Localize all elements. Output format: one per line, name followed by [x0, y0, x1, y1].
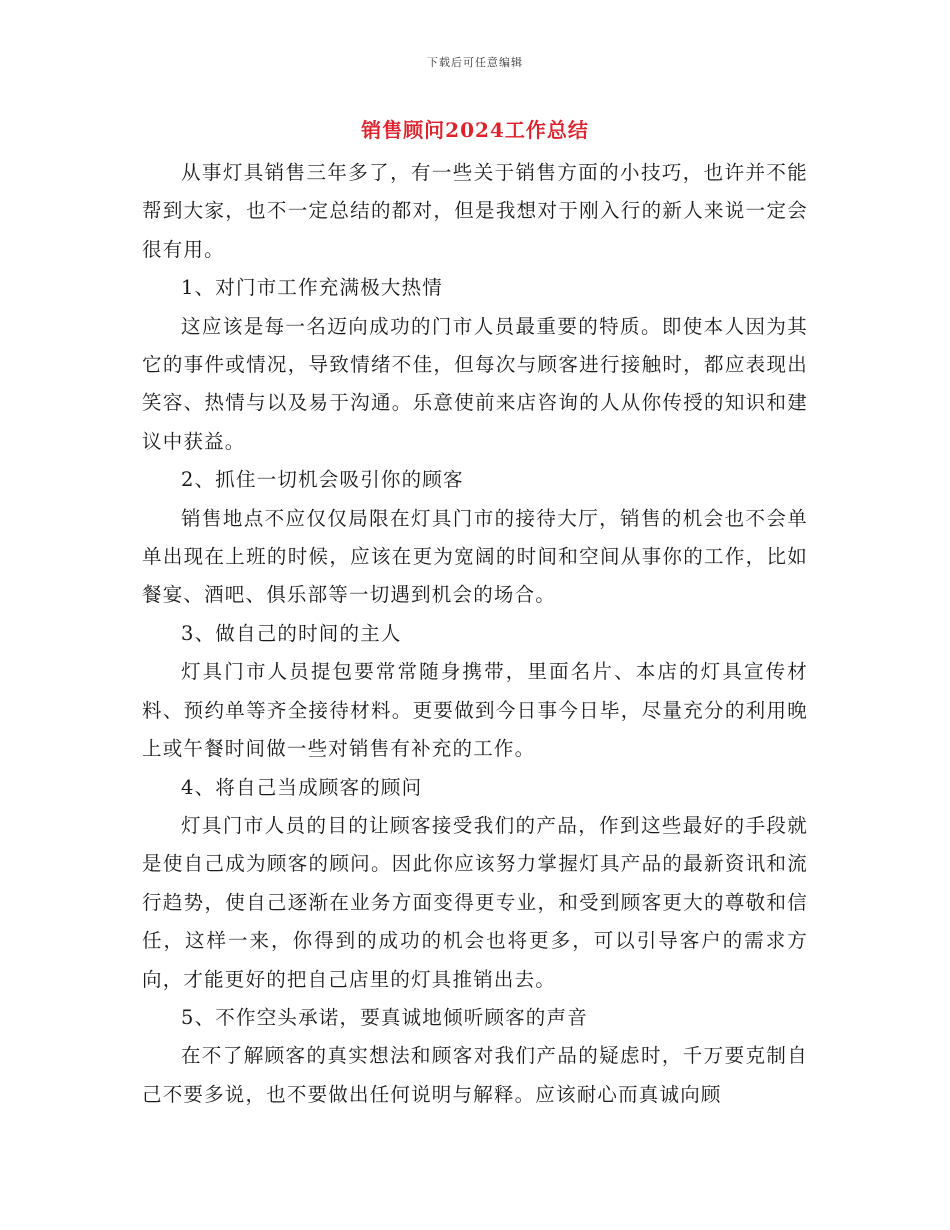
section-heading-4: 4、将自己当成顾客的顾问 — [181, 775, 423, 799]
section-body-5: 在不了解顾客的真实想法和顾客对我们产品的疑虑时，千万要克制自己不要多说，也不要做出任何说明与解释。应该耐心而真诚向顾 — [142, 1044, 808, 1106]
document-body — [142, 154, 808, 1114]
section-body-4: 灯具门市人员的目的让顾客接受我们的产品，作到这些最好的手段就是使自己成为顾客的顾问。因此你应该努力掌握灯具产品的最新资讯和流行趋势，使自己逐渐在业务方面变得更专业，和受到顾客更大的尊敬和信任，这样一来，你得到的成功的机会也将更多，可以引导客户的需求方向，才能更好的把自己店里的灯具推销出去。 — [142, 813, 808, 991]
section-body-3: 灯具门市人员提包要常常随身携带，里面名片、本店的灯具宣传材料、预约单等齐全接待材料。更要做到今日事今日毕，尽量充分的利用晚上或午餐时间做一些对销售有补充的工作。 — [142, 660, 808, 761]
section-heading-5: 5、不作空头承诺，要真诚地倾听顾客的声音 — [181, 1005, 588, 1029]
section-body-1: 这应该是每一名迈向成功的门市人员最重要的特质。即使本人因为其它的事件或情况，导致情绪不佳，但每次与顾客进行接触时，都应表现出笑容、热情与以及易于沟通。乐意使前来店咨询的人从你传授的知识和建议中获益。 — [142, 314, 808, 453]
section-heading-3: 3、做自己的时间的主人 — [181, 621, 402, 645]
section-body-2: 销售地点不应仅仅局限在灯具门市的接待大厅，销售的机会也不会单单出现在上班的时候，应该在更为宽阔的时间和空间从事你的工作，比如餐宴、酒吧、俱乐部等一切遇到机会的场合。 — [142, 506, 808, 607]
header-note: 下载后可任意编辑 — [427, 56, 523, 69]
section-heading-2: 2、抓住一切机会吸引你的顾客 — [181, 468, 464, 492]
section-heading-1: 1、对门市工作充满极大热情 — [181, 276, 444, 300]
intro-paragraph: 从事灯具销售三年多了，有一些关于销售方面的小技巧，也许并不能帮到大家，也不一定总结的都对，但是我想对于刚入行的新人来说一定会很有用。 — [142, 161, 808, 261]
document-title: 销售顾问2024工作总结 — [361, 118, 589, 142]
